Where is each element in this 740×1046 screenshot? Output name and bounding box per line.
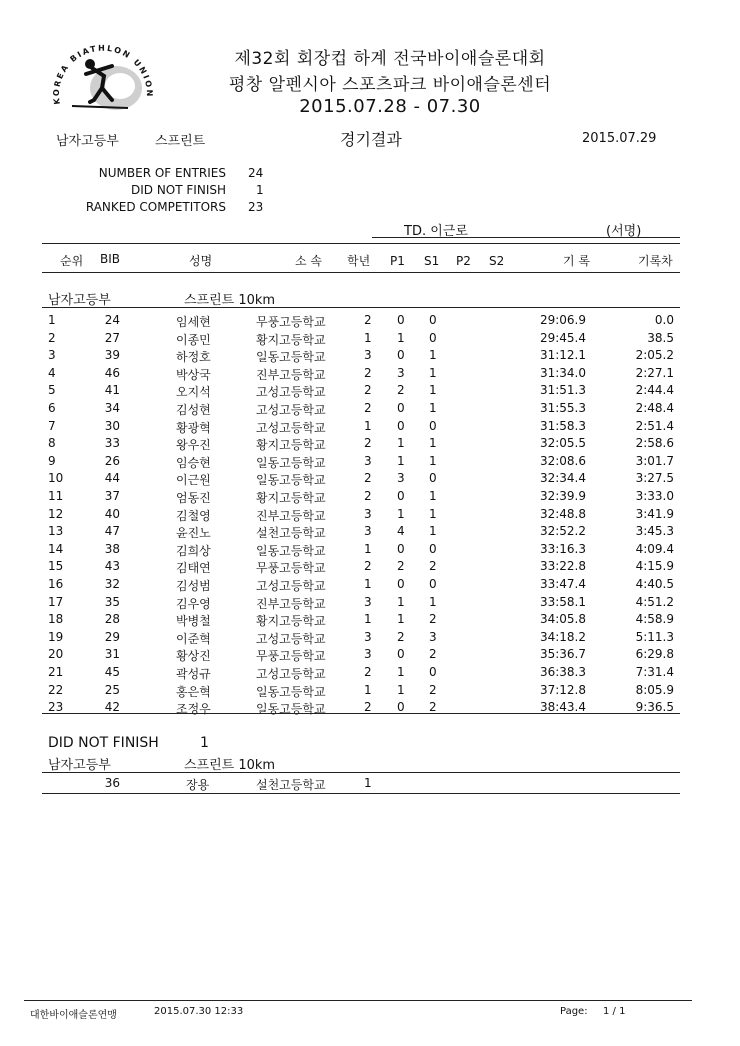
doc-date: 2015.07.29 bbox=[582, 131, 657, 146]
header-top-rule bbox=[42, 243, 680, 244]
p1-cell: 0 bbox=[397, 418, 405, 433]
rank-cell: 23 bbox=[48, 700, 64, 715]
time-cell: 31:34.0 bbox=[539, 365, 586, 380]
grade-cell: 2 bbox=[364, 401, 372, 415]
footer-printed: 2015.07.30 12:33 bbox=[154, 1006, 244, 1017]
p1-cell: 0 bbox=[397, 577, 405, 591]
table-row bbox=[0, 559, 740, 576]
time-cell: 33:16.3 bbox=[539, 541, 586, 556]
time-cell: 35:36.7 bbox=[539, 647, 586, 662]
event-title: 제32회 회장컵 하계 전국바이애슬론대회 bbox=[234, 49, 546, 69]
team-cell: 진부고등학교 bbox=[256, 596, 326, 611]
diff-cell: 4:15.9 bbox=[635, 559, 674, 574]
team-cell: 황지고등학교 bbox=[256, 332, 326, 347]
grade-cell: 1 bbox=[364, 418, 372, 433]
time-cell: 34:05.8 bbox=[539, 612, 586, 627]
name-cell: 이준혁 bbox=[176, 631, 211, 646]
s1-cell: 0 bbox=[429, 577, 437, 591]
rank-cell: 8 bbox=[48, 436, 56, 451]
grade-cell: 3 bbox=[364, 524, 372, 539]
team-cell: 황지고등학교 bbox=[256, 491, 326, 505]
table-row bbox=[0, 700, 740, 717]
dnf-label: DID NOT FINISH bbox=[131, 183, 226, 197]
s1-cell: 1 bbox=[429, 524, 437, 539]
name-cell: 박병철 bbox=[176, 614, 211, 629]
bib-cell: 25 bbox=[104, 682, 120, 697]
s1-cell: 1 bbox=[429, 365, 437, 380]
time-cell: 32:52.2 bbox=[539, 524, 586, 539]
grade-cell: 3 bbox=[364, 647, 372, 662]
table-row bbox=[0, 577, 740, 594]
name-cell: 오지석 bbox=[176, 385, 211, 400]
table-row bbox=[0, 524, 740, 541]
table-row bbox=[0, 612, 740, 629]
rank-cell: 7 bbox=[48, 418, 56, 433]
p1-cell: 1 bbox=[397, 436, 405, 451]
rank-cell: 20 bbox=[48, 647, 64, 662]
bib-cell: 29 bbox=[104, 629, 120, 644]
grade-cell: 2 bbox=[364, 665, 372, 679]
table-row bbox=[0, 489, 740, 506]
p1-cell: 1 bbox=[397, 506, 405, 521]
grade-cell: 1 bbox=[364, 612, 372, 627]
union-logo bbox=[42, 26, 162, 126]
name-cell: 곽성규 bbox=[176, 667, 211, 681]
team-cell: 무풍고등학교 bbox=[256, 315, 326, 329]
team-cell: 설천고등학교 bbox=[256, 526, 326, 541]
section-division: 남자고등부 bbox=[48, 293, 111, 308]
name-cell: 조정우 bbox=[176, 702, 211, 717]
rank-cell: 21 bbox=[48, 665, 64, 679]
table-row bbox=[0, 507, 740, 524]
name-cell: 임승현 bbox=[176, 455, 211, 470]
s1-cell: 2 bbox=[429, 559, 437, 574]
rank-cell: 9 bbox=[48, 453, 56, 468]
grade-cell: 3 bbox=[364, 453, 372, 468]
col-grade: 학년 bbox=[347, 254, 371, 268]
diff-cell: 2:44.4 bbox=[635, 383, 674, 398]
time-cell: 29:06.9 bbox=[539, 313, 586, 327]
time-cell: 33:58.1 bbox=[539, 594, 586, 609]
rank-cell: 14 bbox=[48, 541, 64, 556]
p1-cell: 4 bbox=[397, 524, 405, 539]
p1-cell: 0 bbox=[397, 313, 405, 327]
bib-cell: 36 bbox=[104, 776, 120, 790]
table-row bbox=[0, 401, 740, 418]
time-cell: 33:47.4 bbox=[539, 577, 586, 591]
team-cell: 일동고등학교 bbox=[256, 350, 326, 365]
col-p1: P1 bbox=[390, 254, 405, 268]
time-cell: 31:51.3 bbox=[539, 383, 586, 398]
diff-cell: 3:41.9 bbox=[635, 506, 674, 521]
s1-cell: 1 bbox=[429, 348, 437, 363]
table-row bbox=[0, 595, 740, 612]
p1-cell: 0 bbox=[397, 700, 405, 715]
diff-cell: 0.0 bbox=[654, 313, 674, 327]
col-s2: S2 bbox=[489, 254, 505, 268]
grade-cell: 2 bbox=[364, 700, 372, 715]
name-cell: 이종민 bbox=[176, 332, 211, 347]
time-cell: 33:22.8 bbox=[539, 559, 586, 574]
team-cell: 고성고등학교 bbox=[256, 579, 326, 593]
bib-cell: 30 bbox=[104, 418, 120, 433]
dnf-bottom-rule bbox=[42, 793, 680, 794]
grade-cell: 2 bbox=[364, 471, 372, 486]
time-cell: 31:58.3 bbox=[539, 418, 586, 433]
s1-cell: 0 bbox=[429, 313, 437, 327]
rank-cell: 1 bbox=[48, 313, 56, 327]
section-rule bbox=[42, 307, 680, 308]
p1-cell: 2 bbox=[397, 559, 405, 574]
table-row bbox=[0, 331, 740, 348]
diff-cell: 2:58.6 bbox=[635, 436, 674, 451]
diff-cell: 3:45.3 bbox=[635, 524, 674, 539]
rank-cell: 15 bbox=[48, 559, 64, 574]
p1-cell: 3 bbox=[397, 471, 405, 486]
name-cell: 장용 bbox=[186, 778, 210, 792]
col-p2: P2 bbox=[456, 254, 471, 268]
team-cell: 진부고등학교 bbox=[256, 508, 326, 523]
division-label: 남자고등부 bbox=[56, 134, 119, 149]
rank-cell: 5 bbox=[48, 383, 56, 398]
p1-cell: 0 bbox=[397, 541, 405, 556]
team-cell: 고성고등학교 bbox=[256, 420, 326, 435]
rank-cell: 3 bbox=[48, 348, 56, 363]
time-cell: 32:39.9 bbox=[539, 489, 586, 503]
diff-cell: 8:05.9 bbox=[635, 682, 674, 697]
rank-cell: 13 bbox=[48, 524, 64, 539]
diff-cell: 4:58.9 bbox=[635, 612, 674, 627]
team-cell: 황지고등학교 bbox=[256, 614, 326, 629]
table-row bbox=[0, 383, 740, 400]
event-dates: 2015.07.28 - 07.30 bbox=[299, 96, 481, 117]
table-row bbox=[0, 419, 740, 436]
rank-cell: 19 bbox=[48, 629, 64, 644]
rank-cell: 17 bbox=[48, 594, 64, 609]
dnf-row bbox=[0, 776, 740, 793]
footer-page-label: Page: bbox=[560, 1006, 588, 1017]
table-row bbox=[0, 348, 740, 365]
td-sign: (서명) bbox=[606, 224, 642, 239]
diff-cell: 4:09.4 bbox=[635, 541, 674, 556]
rank-cell: 22 bbox=[48, 682, 64, 697]
grade-cell: 1 bbox=[364, 577, 372, 591]
time-cell: 34:18.2 bbox=[539, 629, 586, 644]
rank-cell: 11 bbox=[48, 489, 64, 503]
grade-cell: 2 bbox=[364, 383, 372, 398]
rank-cell: 16 bbox=[48, 577, 64, 591]
rank-cell: 18 bbox=[48, 612, 64, 627]
grade-cell: 1 bbox=[364, 682, 372, 697]
header-bottom-rule bbox=[42, 272, 680, 273]
time-cell: 29:45.4 bbox=[539, 330, 586, 345]
s1-cell: 0 bbox=[429, 471, 437, 486]
s1-cell: 0 bbox=[429, 330, 437, 345]
event-label: 스프린트 bbox=[155, 134, 206, 149]
team-cell: 고성고등학교 bbox=[256, 631, 326, 646]
name-cell: 김철영 bbox=[176, 508, 211, 523]
p1-cell: 2 bbox=[397, 629, 405, 644]
time-cell: 31:12.1 bbox=[539, 348, 586, 363]
table-row bbox=[0, 542, 740, 559]
name-cell: 윤진노 bbox=[176, 526, 211, 541]
results-bottom-rule bbox=[42, 713, 680, 714]
bib-cell: 45 bbox=[104, 665, 120, 679]
col-rank: 순위 bbox=[60, 254, 84, 268]
diff-cell: 2:27.1 bbox=[635, 365, 674, 380]
rank-cell: 10 bbox=[48, 471, 64, 486]
s1-cell: 0 bbox=[429, 418, 437, 433]
bib-cell: 47 bbox=[104, 524, 120, 539]
name-cell: 황광혁 bbox=[176, 420, 211, 435]
diff-cell: 3:01.7 bbox=[635, 453, 674, 468]
time-cell: 32:34.4 bbox=[539, 471, 586, 486]
bib-cell: 35 bbox=[104, 594, 120, 609]
name-cell: 이근원 bbox=[176, 473, 211, 488]
col-s1: S1 bbox=[424, 254, 440, 268]
col-time: 기 록 bbox=[563, 254, 590, 268]
bib-cell: 31 bbox=[104, 647, 120, 662]
diff-cell: 2:05.2 bbox=[635, 348, 674, 363]
s1-cell: 1 bbox=[429, 383, 437, 398]
table-row bbox=[0, 471, 740, 488]
p1-cell: 0 bbox=[397, 348, 405, 363]
team-cell: 설천고등학교 bbox=[256, 778, 326, 792]
name-cell: 김성범 bbox=[176, 579, 211, 593]
bib-cell: 38 bbox=[104, 541, 120, 556]
td-rule bbox=[372, 237, 680, 238]
s1-cell: 1 bbox=[429, 401, 437, 415]
grade-cell: 3 bbox=[364, 629, 372, 644]
footer-org: 대한바이애슬론연맹 bbox=[30, 1010, 117, 1021]
table-row bbox=[0, 683, 740, 700]
time-cell: 32:05.5 bbox=[539, 436, 586, 451]
s1-cell: 2 bbox=[429, 700, 437, 715]
diff-cell: 2:48.4 bbox=[635, 401, 674, 415]
name-cell: 김우영 bbox=[176, 596, 211, 611]
p1-cell: 2 bbox=[397, 383, 405, 398]
time-cell: 38:43.4 bbox=[539, 700, 586, 715]
name-cell: 김성현 bbox=[176, 403, 211, 417]
td-label: TD. 이근로 bbox=[404, 224, 468, 239]
table-row bbox=[0, 647, 740, 664]
diff-cell: 38.5 bbox=[647, 330, 674, 345]
bib-cell: 34 bbox=[104, 401, 120, 415]
p1-cell: 1 bbox=[397, 665, 405, 679]
footer-page: 1 / 1 bbox=[603, 1006, 626, 1017]
bib-cell: 42 bbox=[104, 700, 120, 715]
venue-title: 평창 알펜시아 스포츠파크 바이애슬론센터 bbox=[228, 75, 552, 95]
entries-value: 24 bbox=[248, 166, 264, 180]
time-cell: 36:38.3 bbox=[539, 665, 586, 679]
team-cell: 고성고등학교 bbox=[256, 385, 326, 400]
grade-cell: 1 bbox=[364, 776, 372, 790]
p1-cell: 1 bbox=[397, 682, 405, 697]
team-cell: 일동고등학교 bbox=[256, 684, 326, 699]
diff-cell: 7:31.4 bbox=[635, 665, 674, 679]
ranked-value: 23 bbox=[248, 200, 264, 214]
table-row bbox=[0, 436, 740, 453]
name-cell: 왕우진 bbox=[176, 438, 211, 453]
table-row bbox=[0, 454, 740, 471]
bib-cell: 37 bbox=[104, 489, 120, 503]
dnf-section-label: DID NOT FINISH bbox=[48, 735, 159, 751]
bib-cell: 40 bbox=[104, 506, 120, 521]
name-cell: 임세현 bbox=[176, 315, 211, 329]
table-row bbox=[0, 313, 740, 330]
grade-cell: 3 bbox=[364, 348, 372, 363]
col-diff: 기록차 bbox=[638, 254, 673, 268]
dnf-section-count: 1 bbox=[200, 735, 209, 751]
p1-cell: 1 bbox=[397, 330, 405, 345]
bib-cell: 28 bbox=[104, 612, 120, 627]
ranked-label: RANKED COMPETITORS bbox=[85, 200, 226, 214]
diff-cell: 4:51.2 bbox=[635, 594, 674, 609]
footer-rule bbox=[24, 1000, 692, 1001]
name-cell: 박상국 bbox=[176, 367, 211, 382]
p1-cell: 0 bbox=[397, 647, 405, 662]
s1-cell: 1 bbox=[429, 436, 437, 451]
dnf-value: 1 bbox=[256, 183, 264, 197]
team-cell: 무풍고등학교 bbox=[256, 561, 326, 576]
diff-cell: 3:33.0 bbox=[635, 489, 674, 503]
team-cell: 황지고등학교 bbox=[256, 438, 326, 453]
bib-cell: 32 bbox=[104, 577, 120, 591]
table-row bbox=[0, 665, 740, 682]
grade-cell: 3 bbox=[364, 506, 372, 521]
time-cell: 32:48.8 bbox=[539, 506, 586, 521]
team-cell: 진부고등학교 bbox=[256, 367, 326, 382]
entries-label: NUMBER OF ENTRIES bbox=[98, 166, 226, 180]
grade-cell: 1 bbox=[364, 330, 372, 345]
rank-cell: 4 bbox=[48, 365, 56, 380]
grade-cell: 2 bbox=[364, 313, 372, 327]
grade-cell: 3 bbox=[364, 594, 372, 609]
table-row bbox=[0, 366, 740, 383]
table-row bbox=[0, 630, 740, 647]
p1-cell: 1 bbox=[397, 594, 405, 609]
bib-cell: 44 bbox=[104, 471, 120, 486]
s1-cell: 1 bbox=[429, 506, 437, 521]
diff-cell: 3:27.5 bbox=[635, 471, 674, 486]
grade-cell: 2 bbox=[364, 559, 372, 574]
team-cell: 무풍고등학교 bbox=[256, 649, 326, 664]
rank-cell: 6 bbox=[48, 401, 56, 415]
team-cell: 일동고등학교 bbox=[256, 455, 326, 470]
s1-cell: 2 bbox=[429, 682, 437, 697]
s1-cell: 0 bbox=[429, 541, 437, 556]
time-cell: 37:12.8 bbox=[539, 682, 586, 697]
rank-cell: 2 bbox=[48, 330, 56, 345]
team-cell: 일동고등학교 bbox=[256, 543, 326, 558]
name-cell: 하정호 bbox=[176, 350, 211, 365]
s1-cell: 1 bbox=[429, 489, 437, 503]
bib-cell: 26 bbox=[104, 453, 120, 468]
s1-cell: 2 bbox=[429, 647, 437, 662]
team-cell: 일동고등학교 bbox=[256, 702, 326, 717]
s1-cell: 2 bbox=[429, 612, 437, 627]
col-name: 성명 bbox=[189, 254, 213, 268]
bib-cell: 24 bbox=[104, 313, 120, 327]
name-cell: 황상진 bbox=[176, 649, 211, 664]
grade-cell: 2 bbox=[364, 365, 372, 380]
col-team: 소 속 bbox=[295, 254, 322, 268]
p1-cell: 0 bbox=[397, 401, 405, 415]
bib-cell: 46 bbox=[104, 365, 120, 380]
s1-cell: 0 bbox=[429, 665, 437, 679]
rank-cell: 12 bbox=[48, 506, 64, 521]
diff-cell: 5:11.3 bbox=[635, 629, 674, 644]
team-cell: 고성고등학교 bbox=[256, 403, 326, 417]
s1-cell: 1 bbox=[429, 594, 437, 609]
dnf-section-event: 스프린트 10km bbox=[184, 758, 276, 773]
name-cell: 김태연 bbox=[176, 561, 211, 576]
diff-cell: 2:51.4 bbox=[635, 418, 674, 433]
s1-cell: 1 bbox=[429, 453, 437, 468]
p1-cell: 0 bbox=[397, 489, 405, 503]
grade-cell: 2 bbox=[364, 436, 372, 451]
s1-cell: 3 bbox=[429, 629, 437, 644]
p1-cell: 1 bbox=[397, 612, 405, 627]
bib-cell: 41 bbox=[104, 383, 120, 398]
diff-cell: 9:36.5 bbox=[635, 700, 674, 715]
bib-cell: 33 bbox=[104, 436, 120, 451]
team-cell: 고성고등학교 bbox=[256, 667, 326, 681]
logo-arc-text: KOREA BIATHLON UNION bbox=[51, 43, 155, 105]
section-event: 스프린트 10km bbox=[184, 293, 276, 308]
grade-cell: 2 bbox=[364, 489, 372, 503]
bib-cell: 27 bbox=[104, 330, 120, 345]
doc-title: 경기결과 bbox=[340, 130, 402, 149]
time-cell: 32:08.6 bbox=[539, 453, 586, 468]
p1-cell: 3 bbox=[397, 365, 405, 380]
p1-cell: 1 bbox=[397, 453, 405, 468]
grade-cell: 1 bbox=[364, 541, 372, 556]
diff-cell: 6:29.8 bbox=[635, 647, 674, 662]
col-bib: BIB bbox=[100, 252, 121, 266]
dnf-section-division: 남자고등부 bbox=[48, 758, 111, 773]
bib-cell: 43 bbox=[104, 559, 120, 574]
bib-cell: 39 bbox=[104, 348, 120, 363]
name-cell: 엄동진 bbox=[176, 491, 211, 505]
name-cell: 김희상 bbox=[176, 543, 211, 558]
team-cell: 일동고등학교 bbox=[256, 473, 326, 488]
time-cell: 31:55.3 bbox=[539, 401, 586, 415]
name-cell: 홍은혁 bbox=[176, 684, 211, 699]
dnf-top-rule bbox=[42, 772, 680, 773]
diff-cell: 4:40.5 bbox=[635, 577, 674, 591]
